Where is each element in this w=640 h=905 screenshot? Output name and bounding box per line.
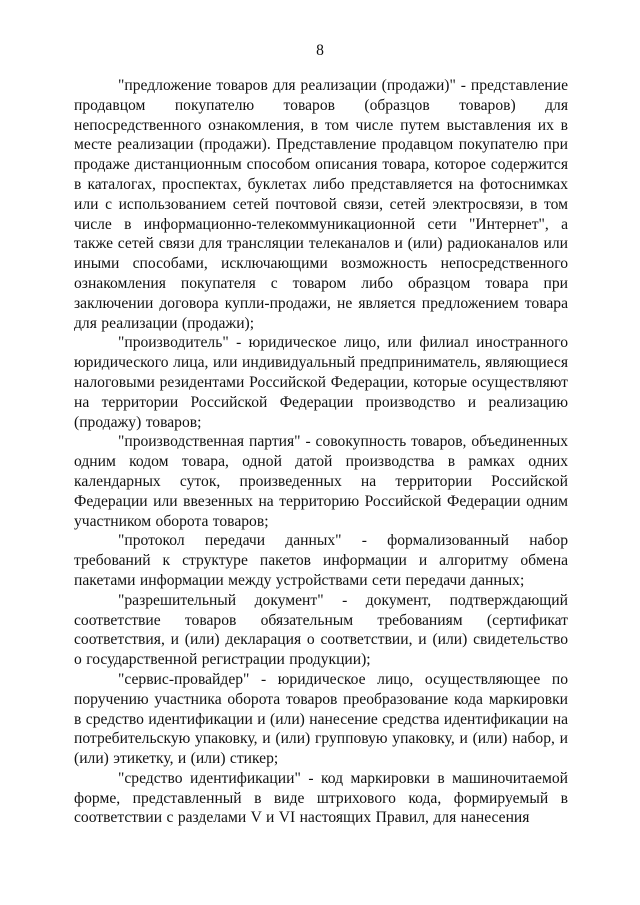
document-body: [74, 76, 568, 828]
definition-service-provider: "сервис-провайдер" - юридическое лицо, осуществляющее по поручению участника оборота товаров преобразование кода маркировки в средство идентификации и (или) нанесение средства идентификации на потребительскую упаковку, и (или) групповую упаковку, и (или) набор, и (или) этикетку, и (или) стикер;: [74, 670, 568, 768]
page-number: 8: [316, 42, 324, 59]
definition-data-protocol: "протокол передачи данных" - формализованный набор требований к структуре пакетов информации и алгоритму обмена пакетами информации между устройствами сети передачи данных;: [74, 532, 568, 589]
definition-offer-of-goods: "предложение товаров для реализации (продажи)" - представление продавцом покупателю товаров (образцов товаров) для непосредственного ознакомления, в том числе путем выставления их в месте реализации (продажи). Представление продавцом покупателю при продаже дистанционным способом описания товара, которое содержится в каталогах, проспектах, буклетах либо представляется на фотоснимках или с использованием сетей почтовой связи, сетей электросвязи, в том числе в информационно-телекоммуникационной сети "Интернет", а также сетей связи для трансляции телеканалов и (или) радиоканалов или иными способами, исключающими возможность непосредственного ознакомления покупателя с товаром либо образцом товара при заключении договора купли-продажи, не является предложением товара для реализации (продажи);: [74, 77, 568, 332]
definition-production-batch: "производственная партия" - совокупность товаров, объединенных одним кодом товара, одной датой производства в рамках одних календарных суток, произведенных на территории Российской Федерации или ввезенных на территорию Российской Федерации одним участником оборота товаров;: [74, 433, 568, 530]
definition-manufacturer: "производитель" - юридическое лицо, или филиал иностранного юридического лица, или индивидуальный предприниматель, являющиеся налоговыми резидентами Российской Федерации, которые осуществляют на территории Российской Федерации производство и реализацию (продажу) товаров;: [74, 334, 568, 431]
definition-permit-document: "разрешительный документ" - документ, подтверждающий соответствие товаров обязательным требованиям (сертификат соответствия, и (или) декларация о соответствии, и (или) свидетельство о государственной регистрации продукции);: [74, 591, 568, 669]
definition-identification-means: "средство идентификации" - код маркировки в машиночитаемой форме, представленный в виде штрихового кода, формируемый в соответствии с разделами V и VI настоящих Правил, для нанесения: [74, 769, 568, 827]
